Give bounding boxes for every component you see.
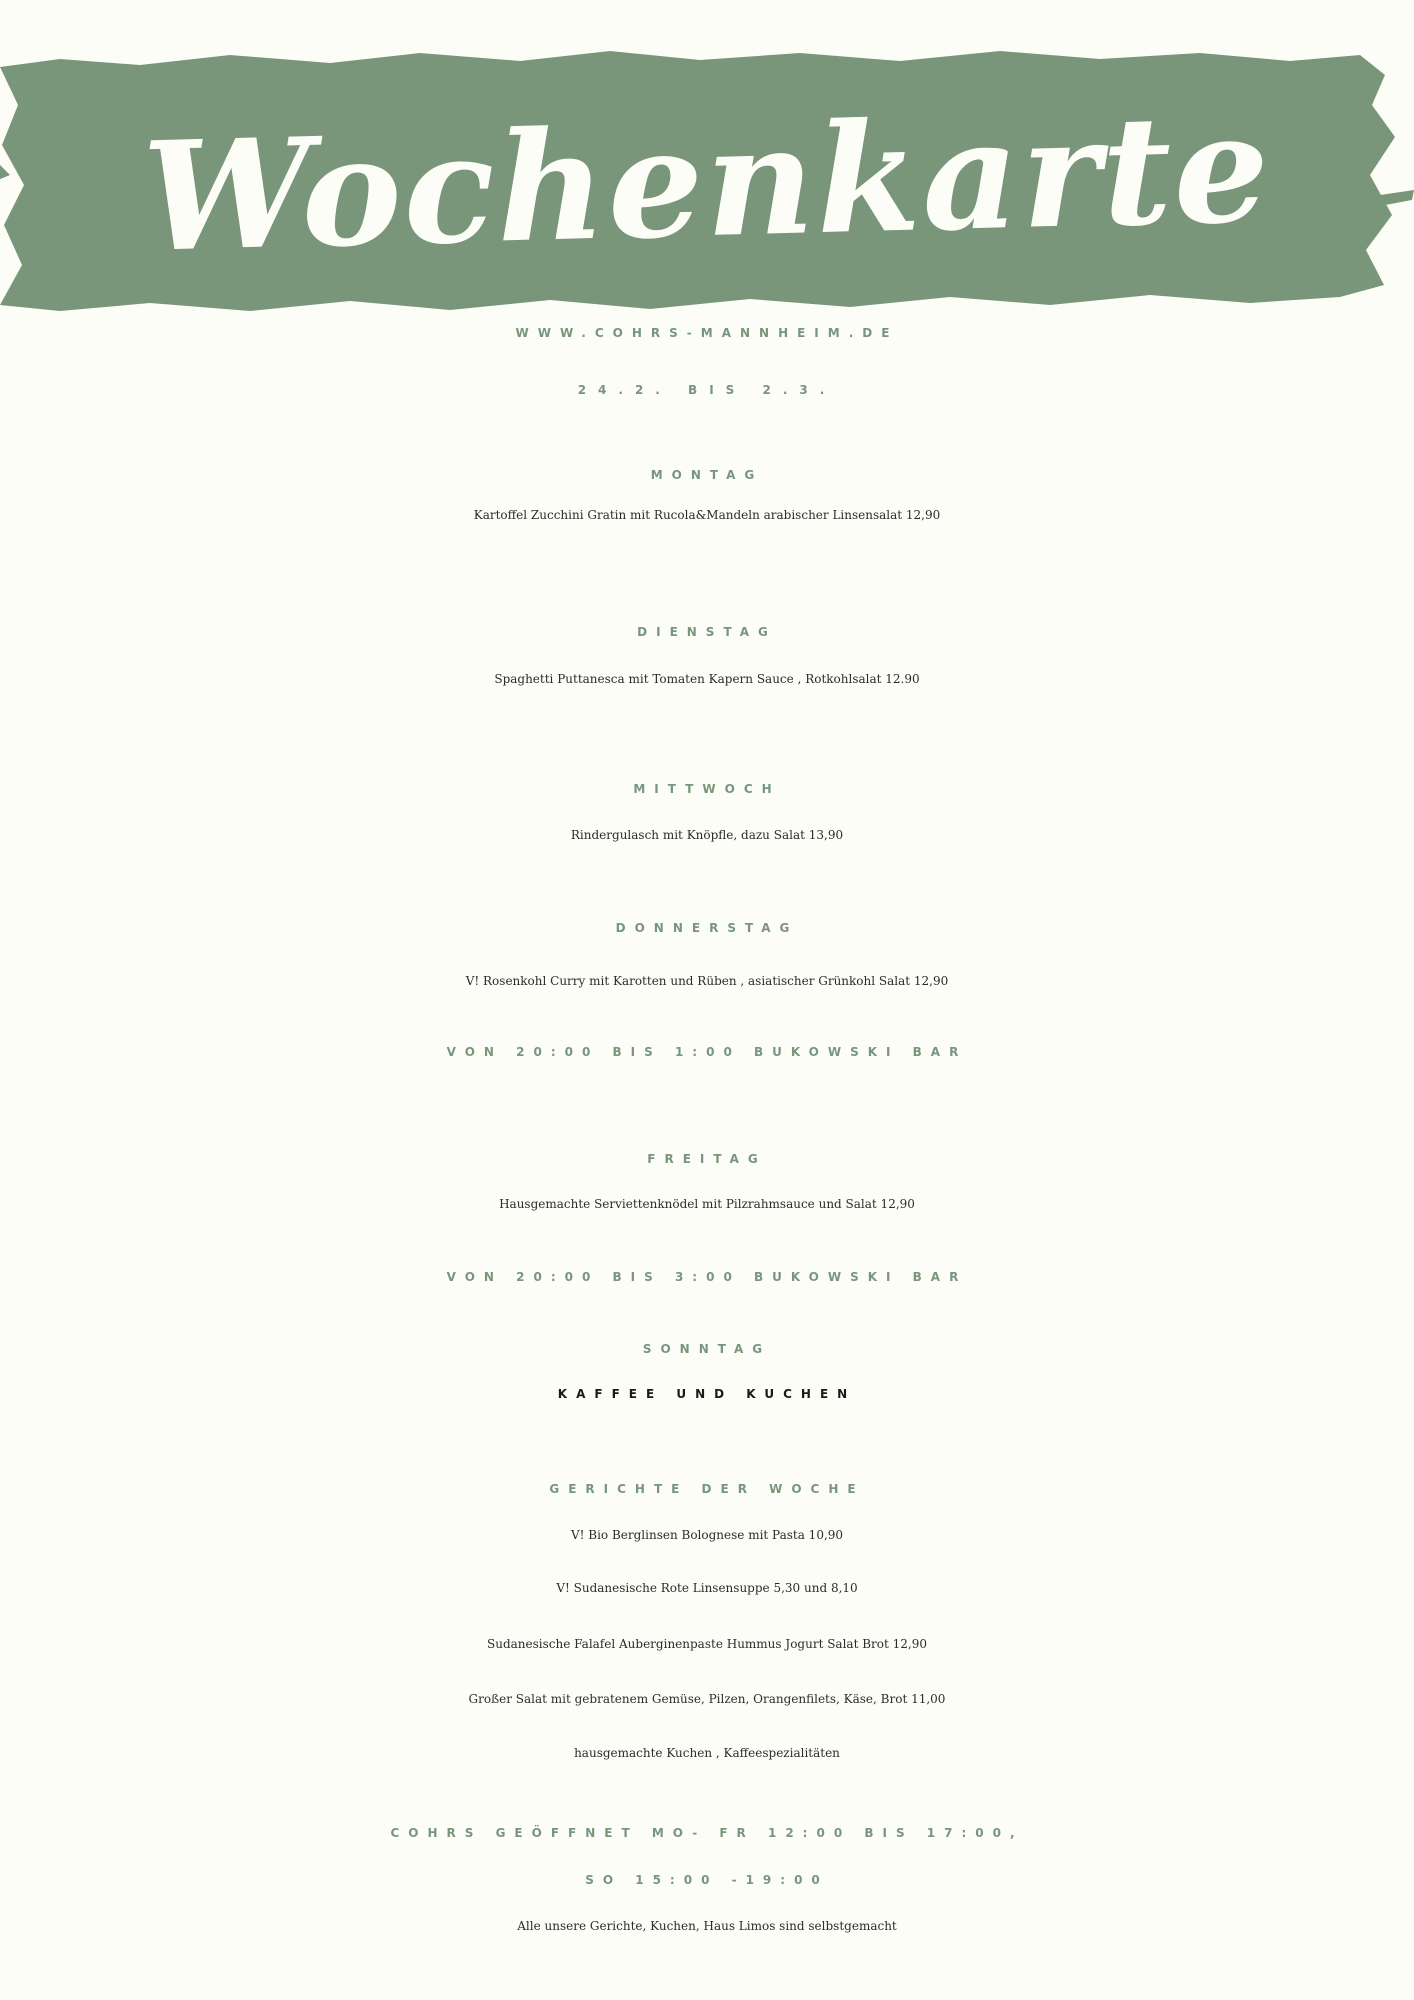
day-heading-mittwoch: MITTWOCH — [633, 782, 781, 796]
weekly-dish-item: V! Sudanesische Rote Linsensuppe 5,30 und 8,10 — [556, 1581, 858, 1595]
dish-dienstag: Spaghetti Puttanesca mit Tomaten Kapern Sauce , Rotkohlsalat 12.90 — [494, 672, 920, 686]
bar-hours-freitag: VON 20:00 BIS 3:00 BUKOWSKI BAR — [446, 1270, 968, 1284]
dish-montag: Kartoffel Zucchini Gratin mit Rucola&Mandeln arabischer Linsensalat 12,90 — [473, 508, 941, 522]
weekly-dish-item: hausgemachte Kuchen , Kaffeespezialitäten — [574, 1746, 840, 1760]
day-heading-montag: MONTAG — [650, 468, 764, 482]
page-title: Wochenkarte — [140, 80, 1274, 286]
dish-donnerstag: V! Rosenkohl Curry mit Karotten und Rüben , asiatischer Grünkohl Salat 12,90 — [465, 974, 949, 988]
dish-freitag: Hausgemachte Serviettenknödel mit Pilzrahmsauce und Salat 12,90 — [499, 1197, 915, 1211]
weekly-dishes-heading: GERICHTE DER WOCHE — [549, 1482, 865, 1496]
day-heading-sonntag: SONNTAG — [642, 1342, 772, 1356]
weekly-dish-item: Sudanesische Falafel Auberginenpaste Hummus Jogurt Salat Brot 12,90 — [487, 1637, 927, 1651]
day-heading-dienstag: DIENSTAG — [637, 625, 777, 639]
bar-hours-donnerstag: VON 20:00 BIS 1:00 BUKOWSKI BAR — [446, 1045, 968, 1059]
website-url[interactable]: WWW.COHRS-MANNHEIM.DE — [515, 326, 899, 340]
weekly-dish-item: Großer Salat mit gebratenem Gemüse, Pilzen, Orangenfilets, Käse, Brot 11,00 — [468, 1692, 946, 1706]
footer-note: Alle unsere Gerichte, Kuchen, Haus Limos sind selbstgemacht — [517, 1919, 897, 1933]
weekly-dish-item: V! Bio Berglinsen Bolognese mit Pasta 10,90 — [570, 1528, 844, 1542]
opening-hours-line-2: SO 15:00 -19:00 — [585, 1873, 829, 1887]
date-range: 24.2. BIS 2.3. — [577, 383, 837, 397]
dish-sonntag: KAFFEE UND KUCHEN — [557, 1387, 857, 1401]
dish-mittwoch: Rindergulasch mit Knöpfle, dazu Salat 13,90 — [570, 828, 844, 842]
day-heading-freitag: FREITAG — [647, 1152, 767, 1166]
opening-hours-line-1: COHRS GEÖFFNET MO- FR 12:00 BIS 17:00, — [390, 1826, 1024, 1840]
day-heading-donnerstag: DONNERSTAG — [615, 921, 799, 935]
